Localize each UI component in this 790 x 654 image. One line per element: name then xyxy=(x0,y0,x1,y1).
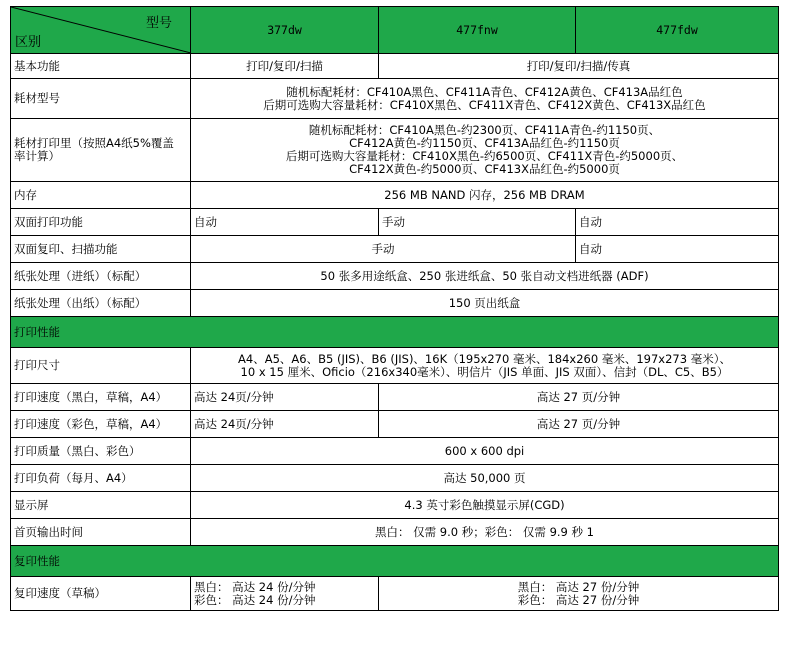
cell-value xyxy=(191,79,779,119)
spec-table xyxy=(10,6,779,611)
cell-value: 手动 xyxy=(379,209,576,236)
cell-value: 600 x 600 dpi xyxy=(191,438,779,465)
label-line: 率计算） xyxy=(14,149,60,163)
row-duplex-copy-scan xyxy=(11,236,779,263)
row-label: 复印速度（草稿） xyxy=(11,577,191,611)
model-477fnw: 477fnw xyxy=(379,7,576,54)
row-label: 纸张处理（出纸）（标配） xyxy=(11,290,191,317)
header-row xyxy=(11,7,779,54)
cell-value: 256 MB NAND 闪存，256 MB DRAM xyxy=(191,182,779,209)
row-print-speed-bw xyxy=(11,384,779,411)
row-paper-out xyxy=(11,290,779,317)
text-line: 10 x 15 厘米、Oficio（216x340毫米）、明信片（JIS 单面、JIS 双面）、信封（DL、C5、B5） xyxy=(240,364,729,379)
cell-value: 50 张多用途纸盒、250 张进纸盒、50 张自动文档进纸器 (ADF) xyxy=(191,263,779,290)
row-first-page-out xyxy=(11,519,779,546)
text-line: 后期可选购大容量耗材：CF410X黑色、CF411X青色、CF412X黄色、CF413X品红色 xyxy=(263,97,706,112)
cell-value: 4.3 英寸彩色触摸显示屏(CGD) xyxy=(191,492,779,519)
cell-value: 自动 xyxy=(576,236,779,263)
row-consumable-yield xyxy=(11,119,779,182)
text-line: 黑白： 高达 24 份/分钟 xyxy=(194,579,316,594)
cell-value: 打印/复印/扫描 xyxy=(191,54,379,79)
row-label: 打印速度（黑白，草稿，A4） xyxy=(11,384,191,411)
cell-value xyxy=(191,119,779,182)
row-label: 显示屏 xyxy=(11,492,191,519)
model-377dw: 377dw xyxy=(191,7,379,54)
cell-value: 150 页出纸盒 xyxy=(191,290,779,317)
corner-label-difference: 区别 xyxy=(15,35,42,50)
cell-value: 高达 24页/分钟 xyxy=(191,384,379,411)
corner-label-model: 型号 xyxy=(145,16,172,31)
text-line: CF412X黄色-约5000页、CF413X品红色-约5000页 xyxy=(349,162,620,176)
cell-value: 打印/复印/扫描/传真 xyxy=(379,54,779,79)
row-display xyxy=(11,492,779,519)
row-print-speed-color xyxy=(11,411,779,438)
text-line: 彩色： 高达 24 份/分钟 xyxy=(194,592,316,607)
row-basic-function xyxy=(11,54,779,79)
section-copy-performance xyxy=(11,546,779,577)
cell-value: 自动 xyxy=(191,209,379,236)
cell-value: 高达 27 页/分钟 xyxy=(379,411,779,438)
row-duplex-print xyxy=(11,209,779,236)
text-line: 后期可选购大容量耗材：CF410X黑色-约6500页、CF411X青色-约5000页、 xyxy=(285,149,684,163)
row-label xyxy=(11,119,191,182)
text-line: 彩色： 高达 27 份/分钟 xyxy=(517,592,640,607)
cell-value xyxy=(191,577,379,611)
row-label: 耗材型号 xyxy=(11,79,191,119)
row-label: 双面打印功能 xyxy=(11,209,191,236)
label-line: 耗材打印里（按照A4纸5%覆盖 xyxy=(14,136,174,150)
row-label: 打印负荷（每月、A4） xyxy=(11,465,191,492)
cell-value: 高达 24页/分钟 xyxy=(191,411,379,438)
row-duty-cycle xyxy=(11,465,779,492)
row-print-size xyxy=(11,348,779,384)
cell-value: 自动 xyxy=(576,209,779,236)
section-print-performance xyxy=(11,317,779,348)
row-copy-speed xyxy=(11,577,779,611)
row-label: 打印尺寸 xyxy=(11,348,191,384)
row-label: 打印速度（彩色，草稿，A4） xyxy=(11,411,191,438)
row-label: 打印质量（黑白、彩色） xyxy=(11,438,191,465)
model-477fdw: 477fdw xyxy=(576,7,779,54)
text-line: 黑白： 高达 27 份/分钟 xyxy=(517,579,640,594)
row-label: 双面复印、扫描功能 xyxy=(11,236,191,263)
section-title: 复印性能 xyxy=(11,546,779,577)
row-label: 基本功能 xyxy=(11,54,191,79)
text-line: A4、A5、A6、B5 (JIS)、B6 (JIS)、16K（195x270 毫米、184x260 毫米、197x273 毫米）、 xyxy=(238,351,731,366)
cell-value: 高达 27 页/分钟 xyxy=(379,384,779,411)
row-memory xyxy=(11,182,779,209)
text-line: 随机标配耗材：CF410A黑色、CF411A青色、CF412A黄色、CF413A品红色 xyxy=(286,84,683,99)
cell-value: 手动 xyxy=(191,236,576,263)
row-label: 首页输出时间 xyxy=(11,519,191,546)
cell-value xyxy=(191,348,779,384)
cell-value: 高达 50,000 页 xyxy=(191,465,779,492)
header-corner-cell xyxy=(11,7,191,54)
row-print-quality xyxy=(11,438,779,465)
cell-value xyxy=(379,577,779,611)
section-title: 打印性能 xyxy=(11,317,779,348)
row-consumable-model xyxy=(11,79,779,119)
row-label: 纸张处理（进纸）（标配） xyxy=(11,263,191,290)
text-line: 随机标配耗材：CF410A黑色-约2300页、CF411A青色-约1150页、 xyxy=(308,123,661,137)
row-label: 内存 xyxy=(11,182,191,209)
cell-value: 黑白： 仅需 9.0 秒；彩色： 仅需 9.9 秒 1 xyxy=(191,519,779,546)
row-paper-in xyxy=(11,263,779,290)
text-line: CF412A黄色-约1150页、CF413A品红色-约1150页 xyxy=(349,136,620,150)
